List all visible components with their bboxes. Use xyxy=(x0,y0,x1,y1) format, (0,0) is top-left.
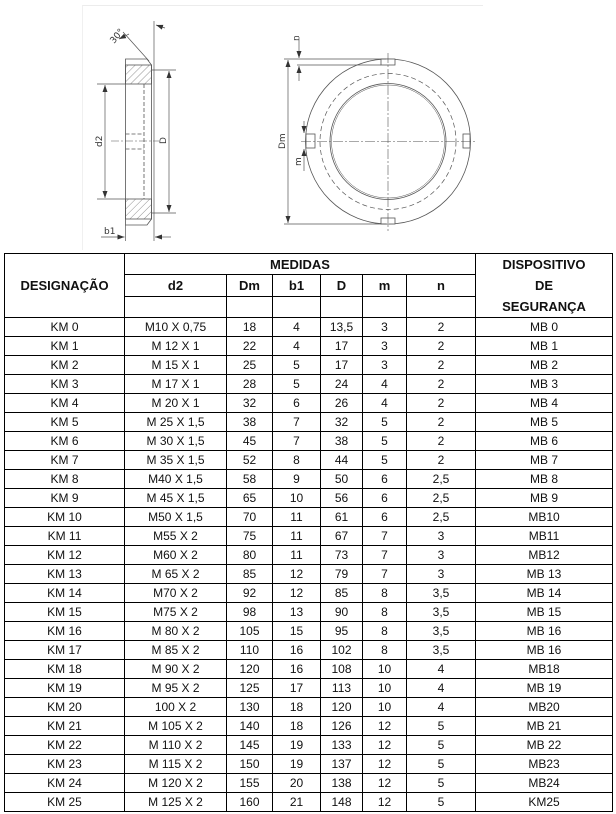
cell-b1: 5 xyxy=(273,375,321,394)
cell-m: 10 xyxy=(363,698,407,717)
cell-D: 61 xyxy=(321,508,363,527)
cell-d2: M75 X 2 xyxy=(125,603,227,622)
cell-designation: KM 4 xyxy=(5,394,125,413)
cell-d2: M 15 X 1 xyxy=(125,356,227,375)
cell-Dm: 155 xyxy=(227,774,273,793)
cell-n: 2 xyxy=(407,451,476,470)
cell-designation: KM 8 xyxy=(5,470,125,489)
cell-n: 5 xyxy=(407,755,476,774)
cell-D: 148 xyxy=(321,793,363,812)
table-row xyxy=(5,356,613,375)
cell-m: 8 xyxy=(363,622,407,641)
Dm-label: Dm xyxy=(278,133,288,149)
table-row xyxy=(5,622,613,641)
cell-m: 5 xyxy=(363,451,407,470)
technical-drawing xyxy=(82,5,483,250)
cell-designation: KM 19 xyxy=(5,679,125,698)
cell-d2: M 25 X 1,5 xyxy=(125,413,227,432)
cell-D: 137 xyxy=(321,755,363,774)
cell-n: 2,5 xyxy=(407,470,476,489)
cell-m: 7 xyxy=(363,546,407,565)
table-row xyxy=(5,660,613,679)
cell-m: 4 xyxy=(363,375,407,394)
cell-designation: KM 22 xyxy=(5,736,125,755)
front-view xyxy=(284,37,477,231)
cell-designation: KM 15 xyxy=(5,603,125,622)
cell-Dm: 22 xyxy=(227,337,273,356)
cell-safety-device: MB18 xyxy=(476,660,613,679)
cell-b1: 18 xyxy=(273,717,321,736)
cell-b1: 11 xyxy=(273,546,321,565)
cell-safety-device: MB24 xyxy=(476,774,613,793)
designation-header: DESIGNAÇÃO xyxy=(5,254,125,318)
cell-d2: M 65 X 2 xyxy=(125,565,227,584)
cell-d2: M 105 X 2 xyxy=(125,717,227,736)
cell-Dm: 110 xyxy=(227,641,273,660)
cell-b1: 15 xyxy=(273,622,321,641)
cell-n: 3,5 xyxy=(407,603,476,622)
cell-Dm: 130 xyxy=(227,698,273,717)
cell-n: 4 xyxy=(407,698,476,717)
cell-safety-device: MB 14 xyxy=(476,584,613,603)
cell-m: 8 xyxy=(363,641,407,660)
cell-d2: M 80 X 2 xyxy=(125,622,227,641)
cell-d2: M 125 X 2 xyxy=(125,793,227,812)
table-row xyxy=(5,584,613,603)
cell-Dm: 85 xyxy=(227,565,273,584)
cell-D: 13,5 xyxy=(321,318,363,337)
col-header-b1: b1 xyxy=(273,275,321,297)
cell-m: 3 xyxy=(363,337,407,356)
table-row xyxy=(5,546,613,565)
cell-safety-device: MB 3 xyxy=(476,375,613,394)
cell-D: 17 xyxy=(321,356,363,375)
cell-Dm: 150 xyxy=(227,755,273,774)
cell-safety-device: MB 2 xyxy=(476,356,613,375)
cell-safety-device: MB 22 xyxy=(476,736,613,755)
cell-designation: KM 10 xyxy=(5,508,125,527)
cell-designation: KM 7 xyxy=(5,451,125,470)
cell-D: 38 xyxy=(321,432,363,451)
cell-D: 108 xyxy=(321,660,363,679)
cell-safety-device: MB 5 xyxy=(476,413,613,432)
col-header-d2: d2 xyxy=(125,275,227,297)
cell-b1: 16 xyxy=(273,660,321,679)
safety-device-line-3: SEGURANÇA xyxy=(502,299,586,314)
cell-safety-device: MB11 xyxy=(476,527,613,546)
table-row xyxy=(5,603,613,622)
cell-m: 3 xyxy=(363,318,407,337)
cell-D: 32 xyxy=(321,413,363,432)
cell-m: 5 xyxy=(363,432,407,451)
cell-m: 12 xyxy=(363,755,407,774)
cell-safety-device: MB 7 xyxy=(476,451,613,470)
cell-b1: 4 xyxy=(273,318,321,337)
cell-n: 2,5 xyxy=(407,489,476,508)
cell-Dm: 160 xyxy=(227,793,273,812)
cell-Dm: 120 xyxy=(227,660,273,679)
cell-d2: M 35 X 1,5 xyxy=(125,451,227,470)
cell-d2: M 85 X 2 xyxy=(125,641,227,660)
col-header-Dm: Dm xyxy=(227,275,273,297)
cell-safety-device: MB12 xyxy=(476,546,613,565)
cell-safety-device: MB 16 xyxy=(476,622,613,641)
cell-designation: KM 2 xyxy=(5,356,125,375)
empty-cell xyxy=(363,297,407,318)
lock-nut-drawing xyxy=(1,1,616,255)
cell-b1: 18 xyxy=(273,698,321,717)
cell-D: 133 xyxy=(321,736,363,755)
cell-b1: 12 xyxy=(273,584,321,603)
table-row xyxy=(5,736,613,755)
m-label: m xyxy=(294,157,304,166)
cell-m: 8 xyxy=(363,584,407,603)
cell-D: 138 xyxy=(321,774,363,793)
cell-n: 5 xyxy=(407,736,476,755)
cell-m: 6 xyxy=(363,508,407,527)
cell-n: 2,5 xyxy=(407,508,476,527)
cell-designation: KM 17 xyxy=(5,641,125,660)
cell-n: 3,5 xyxy=(407,641,476,660)
cell-Dm: 25 xyxy=(227,356,273,375)
cell-n: 5 xyxy=(407,774,476,793)
cell-d2: M70 X 2 xyxy=(125,584,227,603)
cell-D: 17 xyxy=(321,337,363,356)
cell-b1: 11 xyxy=(273,508,321,527)
lock-nut-spec-table xyxy=(4,253,613,812)
cell-b1: 8 xyxy=(273,451,321,470)
cell-b1: 9 xyxy=(273,470,321,489)
table-row xyxy=(5,337,613,356)
cell-n: 4 xyxy=(407,679,476,698)
cell-b1: 17 xyxy=(273,679,321,698)
cell-D: 44 xyxy=(321,451,363,470)
cell-n: 4 xyxy=(407,660,476,679)
cell-Dm: 58 xyxy=(227,470,273,489)
cell-safety-device: MB 15 xyxy=(476,603,613,622)
cell-b1: 13 xyxy=(273,603,321,622)
cell-D: 24 xyxy=(321,375,363,394)
cell-designation: KM 0 xyxy=(5,318,125,337)
cell-m: 5 xyxy=(363,413,407,432)
cell-designation: KM 9 xyxy=(5,489,125,508)
cell-n: 3 xyxy=(407,565,476,584)
table-row xyxy=(5,717,613,736)
cell-b1: 16 xyxy=(273,641,321,660)
cell-m: 4 xyxy=(363,394,407,413)
cell-safety-device: KM25 xyxy=(476,793,613,812)
cell-designation: KM 1 xyxy=(5,337,125,356)
cell-b1: 5 xyxy=(273,356,321,375)
cell-safety-device: MB 6 xyxy=(476,432,613,451)
table-row xyxy=(5,679,613,698)
cell-b1: 21 xyxy=(273,793,321,812)
cell-n: 3 xyxy=(407,546,476,565)
cell-b1: 6 xyxy=(273,394,321,413)
cell-b1: 19 xyxy=(273,736,321,755)
table-row xyxy=(5,451,613,470)
table-row xyxy=(5,774,613,793)
cell-m: 10 xyxy=(363,679,407,698)
cell-d2: M50 X 1,5 xyxy=(125,508,227,527)
cell-D: 90 xyxy=(321,603,363,622)
cell-m: 8 xyxy=(363,603,407,622)
cell-n: 3,5 xyxy=(407,584,476,603)
cell-safety-device: MB 16 xyxy=(476,641,613,660)
cell-D: 50 xyxy=(321,470,363,489)
cell-m: 6 xyxy=(363,470,407,489)
cell-d2: M 45 X 1,5 xyxy=(125,489,227,508)
cell-safety-device: MB23 xyxy=(476,755,613,774)
cell-safety-device: MB 13 xyxy=(476,565,613,584)
safety-device-line-1: DISPOSITIVO xyxy=(502,257,586,272)
cell-Dm: 75 xyxy=(227,527,273,546)
cell-d2: M40 X 1,5 xyxy=(125,470,227,489)
cell-n: 2 xyxy=(407,432,476,451)
cell-d2: M 20 X 1 xyxy=(125,394,227,413)
cell-designation: KM 11 xyxy=(5,527,125,546)
cell-D: 56 xyxy=(321,489,363,508)
cell-Dm: 65 xyxy=(227,489,273,508)
cell-D: 120 xyxy=(321,698,363,717)
cell-designation: KM 18 xyxy=(5,660,125,679)
cell-safety-device: MB 21 xyxy=(476,717,613,736)
cell-D: 85 xyxy=(321,584,363,603)
col-header-m: m xyxy=(363,275,407,297)
cell-n: 2 xyxy=(407,413,476,432)
cell-D: 126 xyxy=(321,717,363,736)
cell-Dm: 145 xyxy=(227,736,273,755)
cell-Dm: 32 xyxy=(227,394,273,413)
table-row xyxy=(5,565,613,584)
cell-designation: KM 25 xyxy=(5,793,125,812)
d2-label: d2 xyxy=(95,135,105,147)
table-body xyxy=(5,318,613,812)
cell-n: 3,5 xyxy=(407,622,476,641)
cell-b1: 7 xyxy=(273,432,321,451)
safety-device-line-2: DE xyxy=(534,278,554,293)
table-row xyxy=(5,641,613,660)
front-view-labels xyxy=(278,35,304,166)
cell-d2: M10 X 0,75 xyxy=(125,318,227,337)
cell-designation: KM 13 xyxy=(5,565,125,584)
table-row xyxy=(5,413,613,432)
cell-Dm: 45 xyxy=(227,432,273,451)
cell-Dm: 18 xyxy=(227,318,273,337)
cell-D: 67 xyxy=(321,527,363,546)
cell-b1: 10 xyxy=(273,489,321,508)
cell-safety-device: MB 1 xyxy=(476,337,613,356)
table-row xyxy=(5,508,613,527)
empty-cell xyxy=(407,297,476,318)
table-row xyxy=(5,318,613,337)
cell-d2: M55 X 2 xyxy=(125,527,227,546)
cell-d2: M 120 X 2 xyxy=(125,774,227,793)
cell-n: 2 xyxy=(407,394,476,413)
cell-designation: KM 5 xyxy=(5,413,125,432)
cell-d2: 100 X 2 xyxy=(125,698,227,717)
cell-Dm: 140 xyxy=(227,717,273,736)
cell-designation: KM 6 xyxy=(5,432,125,451)
table-row xyxy=(5,527,613,546)
cell-m: 7 xyxy=(363,565,407,584)
cell-n: 2 xyxy=(407,356,476,375)
D-label: D xyxy=(159,137,169,144)
cell-Dm: 98 xyxy=(227,603,273,622)
cell-n: 2 xyxy=(407,318,476,337)
cell-m: 7 xyxy=(363,527,407,546)
cell-safety-device: MB 8 xyxy=(476,470,613,489)
cell-Dm: 38 xyxy=(227,413,273,432)
cell-safety-device: MB 0 xyxy=(476,318,613,337)
cell-b1: 12 xyxy=(273,565,321,584)
empty-cell xyxy=(125,297,227,318)
cell-n: 2 xyxy=(407,337,476,356)
cell-D: 79 xyxy=(321,565,363,584)
cell-Dm: 52 xyxy=(227,451,273,470)
cell-D: 26 xyxy=(321,394,363,413)
cell-n: 5 xyxy=(407,793,476,812)
cell-d2: M 17 X 1 xyxy=(125,375,227,394)
cell-m: 3 xyxy=(363,356,407,375)
cell-Dm: 105 xyxy=(227,622,273,641)
cell-m: 12 xyxy=(363,774,407,793)
angle-label: 30° xyxy=(108,27,127,46)
cell-m: 12 xyxy=(363,793,407,812)
cell-d2: M 115 X 2 xyxy=(125,755,227,774)
cell-safety-device: MB 19 xyxy=(476,679,613,698)
cell-safety-device: MB 4 xyxy=(476,394,613,413)
table-row xyxy=(5,793,613,812)
cell-m: 10 xyxy=(363,660,407,679)
cell-Dm: 28 xyxy=(227,375,273,394)
cell-designation: KM 12 xyxy=(5,546,125,565)
empty-cell xyxy=(321,297,363,318)
cell-Dm: 70 xyxy=(227,508,273,527)
cell-m: 6 xyxy=(363,489,407,508)
table-row xyxy=(5,489,613,508)
cell-b1: 4 xyxy=(273,337,321,356)
table-row xyxy=(5,755,613,774)
table-row xyxy=(5,432,613,451)
b1-label: b1 xyxy=(104,227,116,237)
cell-m: 12 xyxy=(363,736,407,755)
col-header-D: D xyxy=(321,275,363,297)
measures-header: MEDIDAS xyxy=(125,254,476,275)
cell-Dm: 125 xyxy=(227,679,273,698)
cell-n: 2 xyxy=(407,375,476,394)
cell-d2: M 110 X 2 xyxy=(125,736,227,755)
cell-safety-device: MB10 xyxy=(476,508,613,527)
empty-cell xyxy=(273,297,321,318)
empty-cell xyxy=(227,297,273,318)
cell-D: 113 xyxy=(321,679,363,698)
cell-designation: KM 24 xyxy=(5,774,125,793)
cell-designation: KM 20 xyxy=(5,698,125,717)
cell-b1: 20 xyxy=(273,774,321,793)
cell-D: 102 xyxy=(321,641,363,660)
cell-D: 73 xyxy=(321,546,363,565)
table-row xyxy=(5,375,613,394)
cell-designation: KM 14 xyxy=(5,584,125,603)
cell-Dm: 80 xyxy=(227,546,273,565)
cell-Dm: 92 xyxy=(227,584,273,603)
col-header-n: n xyxy=(407,275,476,297)
cell-designation: KM 23 xyxy=(5,755,125,774)
safety-device-header xyxy=(476,254,613,318)
cell-designation: KM 21 xyxy=(5,717,125,736)
cell-d2: M 30 X 1,5 xyxy=(125,432,227,451)
cell-d2: M60 X 2 xyxy=(125,546,227,565)
cell-designation: KM 3 xyxy=(5,375,125,394)
cell-n: 3 xyxy=(407,527,476,546)
cell-n: 5 xyxy=(407,717,476,736)
cell-D: 95 xyxy=(321,622,363,641)
cell-b1: 7 xyxy=(273,413,321,432)
cell-b1: 19 xyxy=(273,755,321,774)
cell-d2: M 90 X 2 xyxy=(125,660,227,679)
cell-designation: KM 16 xyxy=(5,622,125,641)
n-label: n xyxy=(292,35,302,41)
cell-b1: 11 xyxy=(273,527,321,546)
cell-safety-device: MB 9 xyxy=(476,489,613,508)
table-row xyxy=(5,698,613,717)
side-view xyxy=(97,21,176,241)
cell-m: 12 xyxy=(363,717,407,736)
cell-d2: M 95 X 2 xyxy=(125,679,227,698)
table-row xyxy=(5,470,613,489)
cell-d2: M 12 X 1 xyxy=(125,337,227,356)
cell-safety-device: MB20 xyxy=(476,698,613,717)
table-row xyxy=(5,394,613,413)
